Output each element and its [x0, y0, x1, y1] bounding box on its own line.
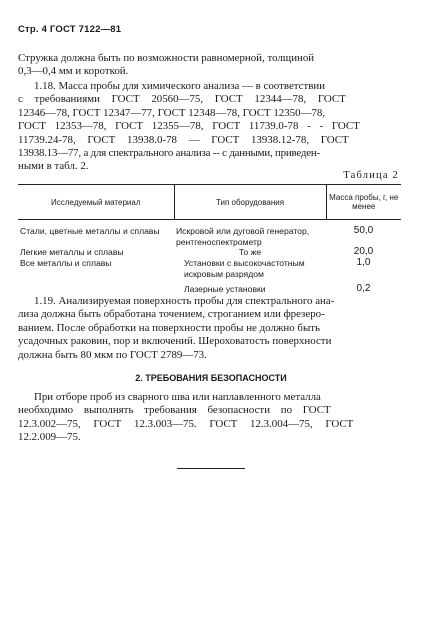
cell-mass: 50,0 — [353, 225, 374, 236]
text-line: ванием. После обработки на поверхности пробы не должно быть — [18, 321, 320, 334]
col-header-material: Исследуемый материал — [18, 185, 174, 220]
table-header-row — [18, 185, 401, 220]
text-line: 1.19. Анализируемая поверхность пробы для спектрального ана- — [34, 295, 335, 307]
cell-mass: 1,0 — [356, 257, 371, 269]
text-line: 13938.13—77, а для спектрального анализа -- с данными, приведен- — [18, 147, 320, 160]
table-caption: Таблица 2 — [343, 170, 399, 181]
cell-equipment: Установки с высокочастотным искровым разрядом — [184, 258, 305, 279]
text-line: 12.2.009—75. — [18, 431, 81, 444]
table-row — [18, 280, 401, 295]
text-line: Стружка должна быть по возможности равномерной, толщиной — [18, 52, 315, 64]
table-row — [18, 220, 401, 248]
paragraph-safety — [18, 391, 399, 445]
paragraph-shavings — [18, 52, 399, 79]
text-line: 12.3.002—75, ГОСТ 12.3.003—75. ГОСТ 12.3.004—75, ГОСТ — [18, 417, 354, 430]
cell-mass: 20,0 — [353, 246, 374, 258]
table-row — [18, 247, 401, 258]
cell-material: Все металлы и сплавы — [20, 258, 112, 269]
text-line: При отборе проб из сварного шва или наплавленного металла — [34, 391, 321, 403]
text-line: усадочных раковин, пор и включений. Шероховатость поверхности — [18, 335, 332, 348]
text-line: с требованиями ГОСТ 20560—75, ГОСТ 12344—78, ГОСТ — [18, 93, 346, 106]
section-title: 2. ТРЕБОВАНИЯ БЕЗОПАСНОСТИ — [135, 373, 287, 383]
table-row — [18, 258, 401, 279]
text-line: лиза должна быть обработана точением, строганием или фрезеро- — [18, 308, 325, 321]
col-header-equipment: Тип оборудования — [174, 185, 326, 220]
sample-mass-table — [18, 184, 401, 294]
cell-equipment: Лазерные установки — [184, 283, 266, 294]
text-line: 0,3—0,4 мм и короткой. — [18, 65, 129, 78]
text-line: 1.18. Масса пробы для химического анализа — в соответствии — [34, 80, 326, 92]
text-line: необходимо выполнять требования безопасности по ГОСТ — [18, 404, 331, 417]
cell-equipment: То же — [238, 247, 262, 258]
page-header: Стр. 4 ГОСТ 7122—81 — [18, 24, 122, 35]
text-line: 12346—78, ГОСТ 12347—77, ГОСТ 12348—78, ГОСТ 12350—78, — [18, 106, 326, 119]
paragraph-1-19 — [18, 295, 399, 362]
cell-material — [18, 280, 174, 295]
cell-mass: 0,2 — [356, 282, 371, 294]
text-line: ными в табл. 2. — [18, 160, 89, 173]
text-line: должна быть 80 мкм по ГОСТ 2789—73. — [18, 348, 207, 361]
paragraph-1-18 — [18, 80, 399, 174]
cell-material: Легкие металлы и сплавы — [20, 247, 124, 258]
col-header-mass: Масса пробы, г, не менее — [326, 185, 401, 220]
text-line: ГОСТ 12353—78, ГОСТ 12355—78, ГОСТ 11739.0-78 - - ГОСТ — [18, 120, 360, 133]
cell-material: Стали, цветные металлы и сплавы — [20, 226, 160, 236]
text-line: 11739.24-78, ГОСТ 13938.0-78 — ГОСТ 13938.12-78, ГОСТ — [18, 133, 349, 146]
cell-equipment: Искровой или дуговой генератор, рентгеноспектрометр — [176, 226, 310, 247]
closing-rule — [177, 468, 245, 469]
